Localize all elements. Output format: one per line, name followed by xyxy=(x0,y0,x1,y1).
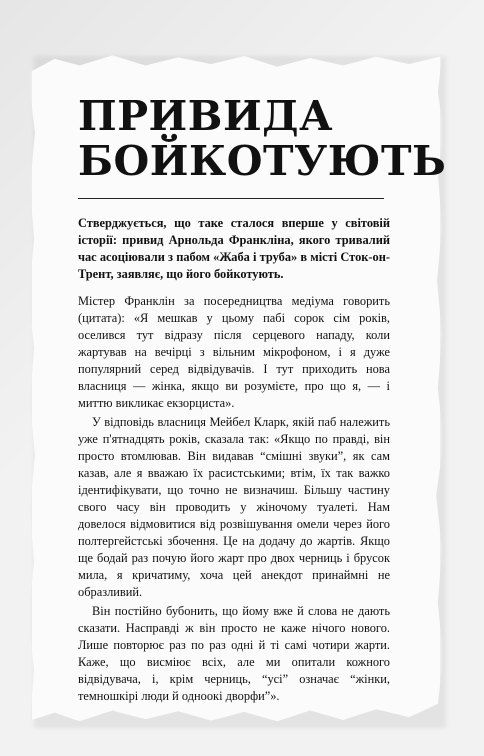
title-line-2: БОЙКОТУЮТЬ xyxy=(78,137,447,185)
article xyxy=(78,92,447,705)
article-paragraph-2: У відповідь власниця Мейбел Кларк, якій паб належить уже п'ятнадцять років, сказала так: «Якщо по правді, він просто втомлював. Він видавав “смішні звуки”, як сам казав, але я вважаю їх расистськими; втім, їх так важко ідентифікувати, що точно не визначиш. Більшу частину свого часу він проводить у жіночому туалеті. Нам довелося відмовитися від розвішування омели через його полтергейстські збочення. Це на додачу до жартів. Якщо ще бодай раз почую його жарт про двох черниць і брусок мила, я кричатиму, хоча цей анекдот принаймні не образливий. xyxy=(78,415,390,599)
title-divider xyxy=(78,198,384,199)
article-lead: Стверджується, що таке сталося вперше у світовій історії: привид Арнольда Франкліна, якого тривалий час асоціювали з пабом «Жаба і труба» в місті Сток-он-Трент, заявляє, що його бойкотують. xyxy=(78,216,390,281)
article-title xyxy=(78,92,447,185)
article-paragraph-3: Він постійно бубонить, що йому вже й слова не дають сказати. Насправді ж він просто не каже нічого нового. Лише повторює раз по раз одні й ті самі чотири жарти. Каже, що висміює всіх, але ми опитали кожного відвідувача, і, крім черниць, “усі” означає “жінки, темношкірі люди й одноокі дворфи”». xyxy=(78,604,390,703)
title-line-1: ПРИВИДА xyxy=(78,92,334,140)
article-paragraph-1: Містер Франклін за посередництва медіума говорить (цитата): «Я мешкав у цьому пабі сорок сім років, оселився тут відразу після серцевого нападу, коли жартував на вечірці з вільним мікрофоном, і я дуже популярний серед відвідувачів. І тут приходить нова власниця — жінка, якщо ви розумієте, про що я, — і миттю викликає екзорциста». xyxy=(78,294,390,410)
